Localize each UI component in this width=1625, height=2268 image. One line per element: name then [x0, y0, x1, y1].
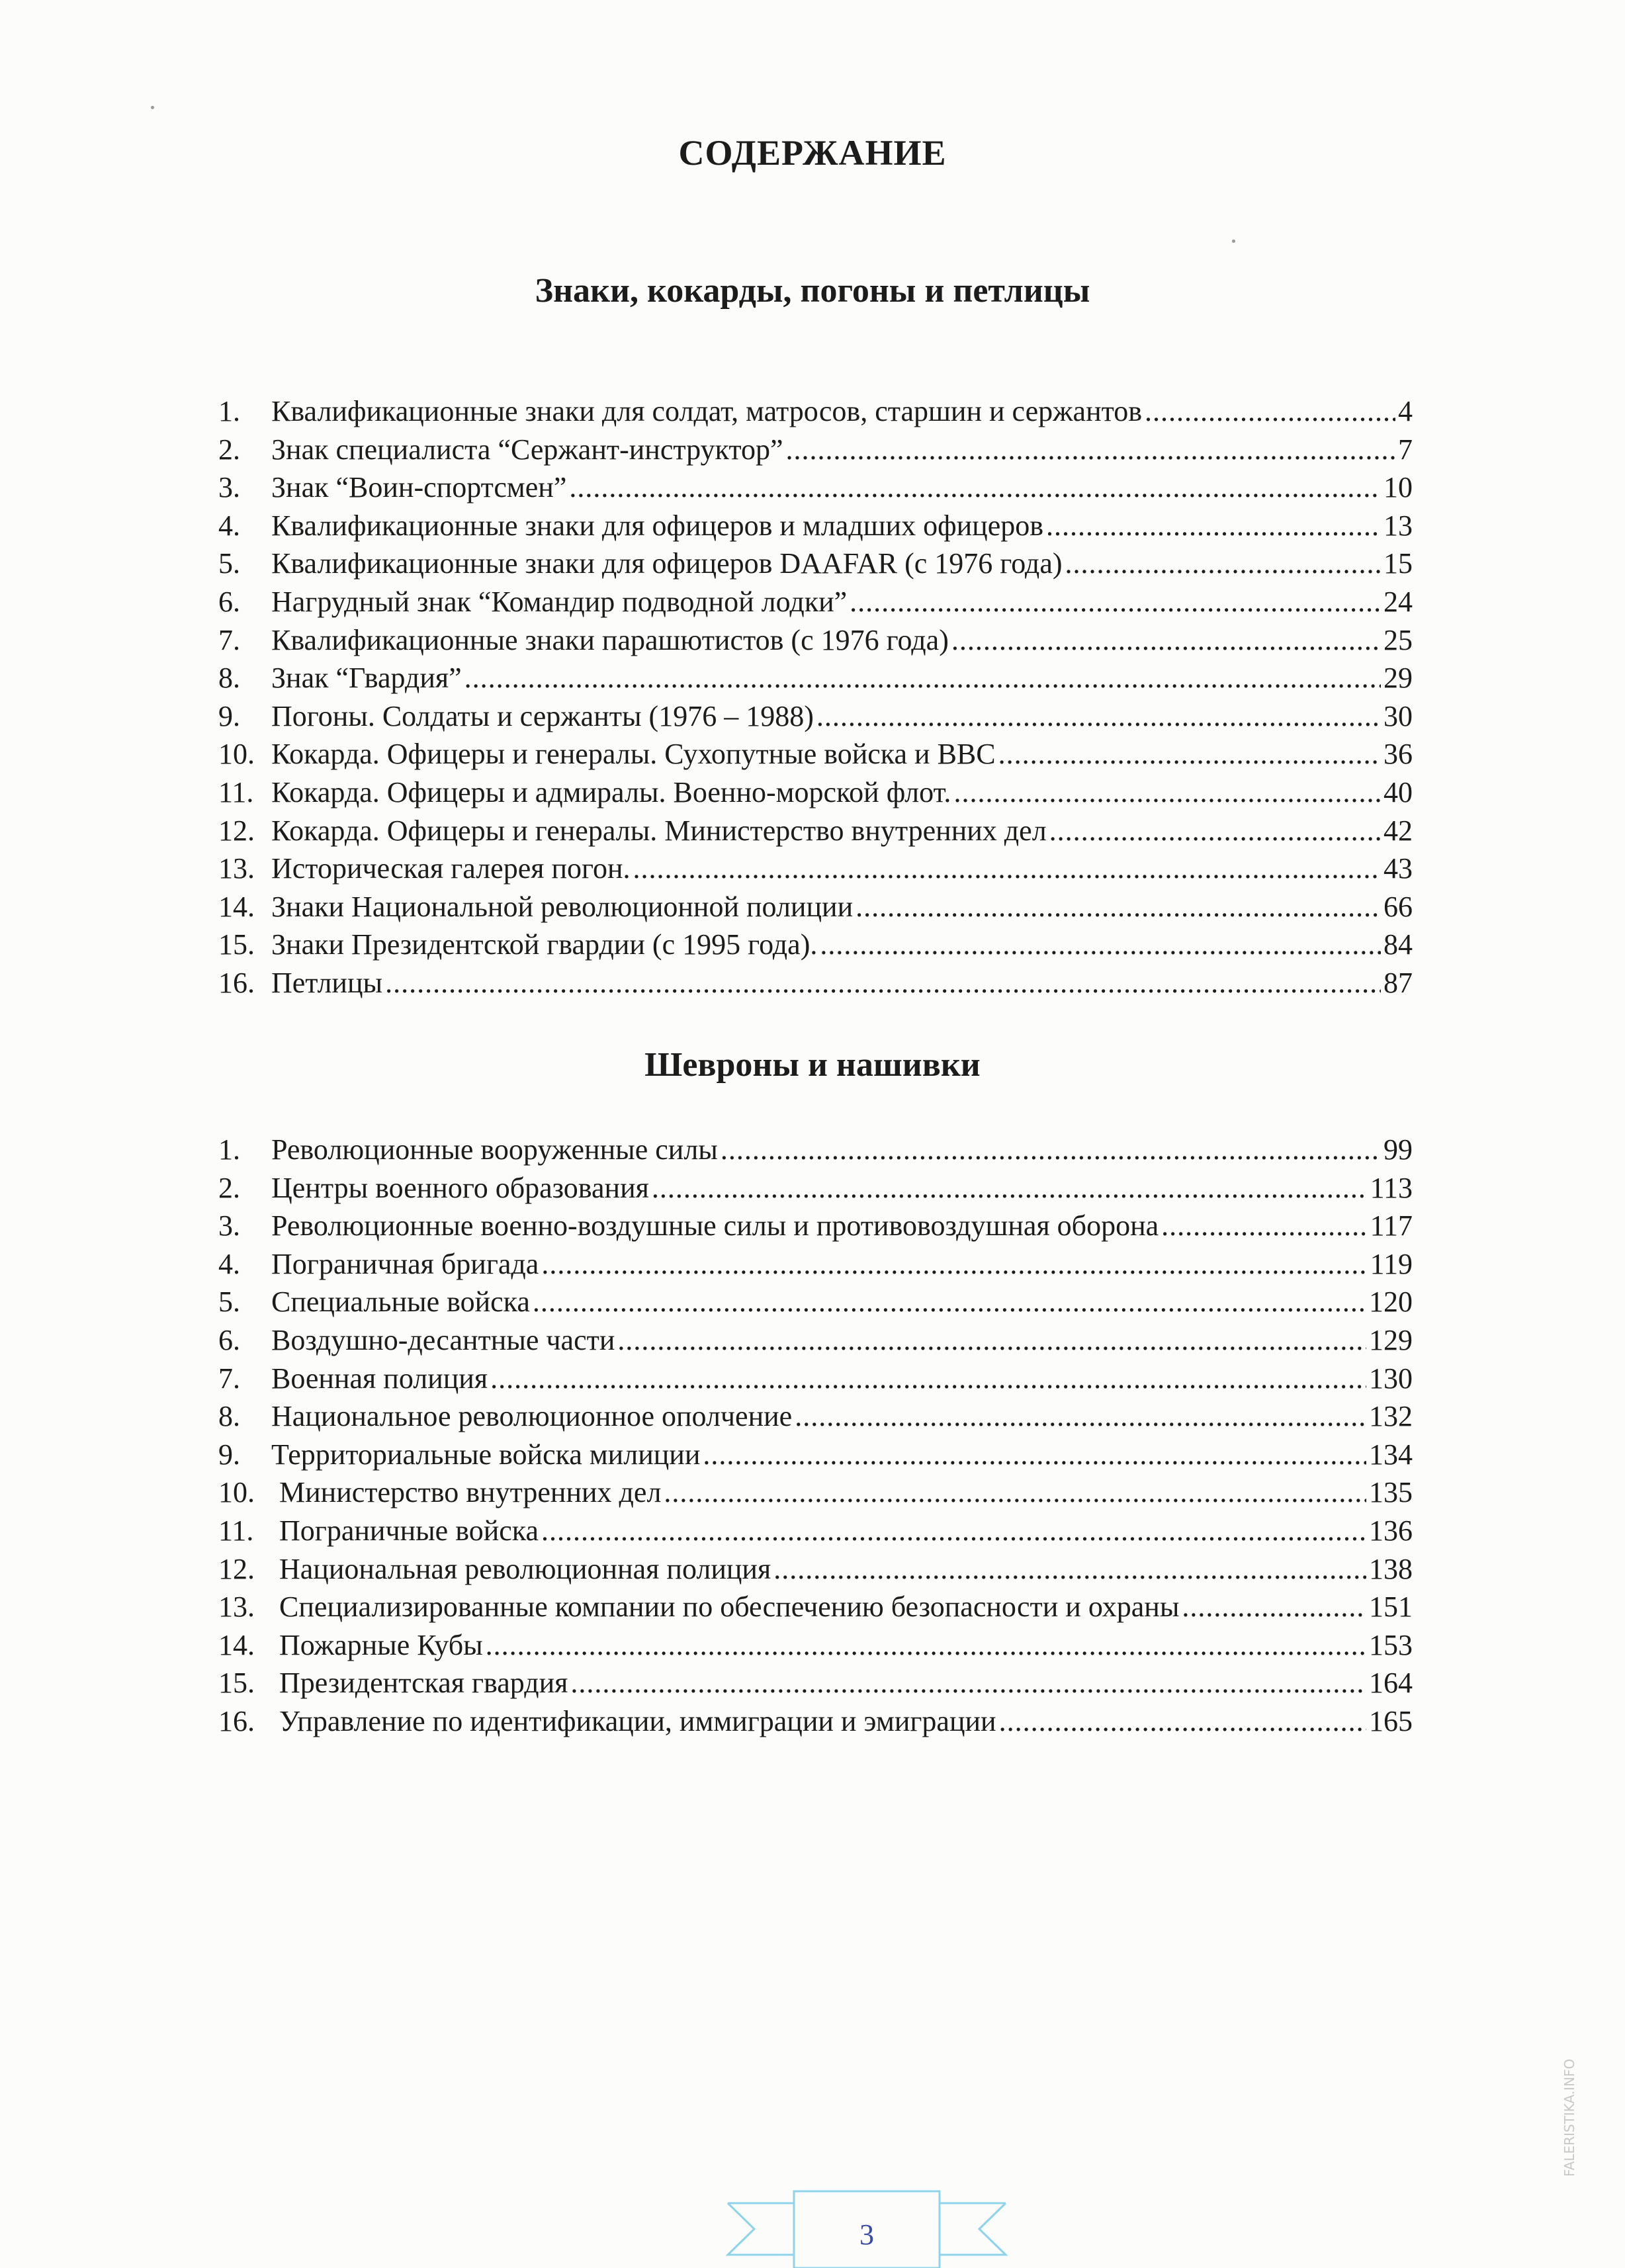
toc-entry — [218, 1590, 1413, 1628]
toc-entry-page: 4 — [1398, 395, 1413, 427]
toc-entry — [218, 1171, 1413, 1209]
toc-entry-title: Центры военного образования — [271, 1171, 649, 1204]
toc-entry — [218, 890, 1413, 928]
toc-dot-leader — [541, 1247, 1367, 1281]
toc-entry-page: 10 — [1383, 471, 1413, 504]
toc-dot-leader — [1161, 1209, 1367, 1243]
toc-entry-page: 66 — [1383, 890, 1413, 923]
toc-dot-leader — [541, 1514, 1366, 1548]
toc-entry — [218, 966, 1413, 1004]
toc-entry-number: 1. — [218, 395, 240, 427]
toc-dot-leader — [385, 966, 1381, 1000]
toc-entry-number: 1. — [218, 1133, 240, 1166]
toc-entry — [218, 1362, 1413, 1400]
toc-entry-number: 8. — [218, 1400, 240, 1433]
toc-entry-title: Знак специалиста “Сержант-инструктор” — [271, 433, 783, 466]
toc-entry — [218, 661, 1413, 699]
toc-entry-title: Кокарда. Офицеры и адмиралы. Военно-морской флот. — [271, 775, 951, 808]
toc-entry-page: 132 — [1369, 1400, 1413, 1433]
toc-entry-number: 3. — [218, 1209, 240, 1243]
toc-entry-page: 36 — [1383, 738, 1413, 771]
toc-dot-leader — [773, 1552, 1366, 1586]
toc-dot-leader — [486, 1628, 1366, 1662]
toc-entry — [218, 1323, 1413, 1362]
toc-dot-leader — [569, 470, 1381, 504]
toc-entry-page: 151 — [1369, 1591, 1413, 1624]
toc-dot-leader — [953, 775, 1381, 809]
toc-entry-number: 5. — [218, 547, 240, 580]
toc-entry-title: Знак “Гвардия” — [271, 662, 462, 695]
toc-entry-number: 16. — [218, 966, 255, 999]
toc-entry-title: Президентская гвардия — [279, 1667, 568, 1700]
toc-entry — [218, 1552, 1413, 1591]
toc-entry-number: 13. — [218, 1591, 255, 1624]
toc-dot-leader — [816, 699, 1381, 733]
toc-entry-number: 6. — [218, 585, 240, 618]
toc-dot-leader — [1049, 814, 1381, 848]
toc-entry-number: 10. — [218, 738, 255, 771]
toc-dot-leader — [999, 1704, 1366, 1738]
toc-dot-leader — [490, 1362, 1366, 1395]
toc-entry-number: 14. — [218, 890, 255, 923]
toc-dot-leader — [1145, 394, 1395, 428]
toc-entry — [218, 814, 1413, 852]
toc-entry-number: 2. — [218, 433, 240, 466]
toc-entry-title: Кокарда. Офицеры и генералы. Сухопутные войска и ВВС — [271, 738, 996, 771]
toc-entry-number: 9. — [218, 699, 240, 732]
toc-entry-title: Территориальные войска милиции — [271, 1438, 701, 1471]
toc-entry-title: Квалификационные знаки парашютистов (с 1976 года) — [271, 623, 949, 656]
toc-entry-number: 7. — [218, 1362, 240, 1395]
toc-entry — [218, 928, 1413, 966]
toc-dot-leader — [617, 1323, 1366, 1357]
toc-entry-number: 15. — [218, 1667, 255, 1700]
toc-entry-number: 13. — [218, 852, 255, 885]
toc-entry-page: 13 — [1383, 509, 1413, 542]
toc-dot-leader — [721, 1133, 1381, 1166]
toc-entry — [218, 1704, 1413, 1743]
toc-entry — [218, 1475, 1413, 1514]
toc-entry-number: 11. — [218, 775, 254, 808]
toc-entry — [218, 623, 1413, 662]
toc-entry-page: 153 — [1369, 1628, 1413, 1661]
toc-entry-title: Петлицы — [271, 966, 383, 999]
toc-entry-number: 4. — [218, 1247, 240, 1280]
toc-entry-page: 130 — [1369, 1362, 1413, 1395]
toc-entry-number: 3. — [218, 471, 240, 504]
toc-entry-page: 138 — [1369, 1552, 1413, 1585]
toc-entry-page: 24 — [1383, 585, 1413, 618]
toc-entry-page: 7 — [1398, 433, 1413, 466]
toc-dot-leader — [850, 585, 1381, 619]
toc-entry-number: 15. — [218, 928, 255, 961]
toc-entry-title: Нагрудный знак “Командир подводной лодки” — [271, 585, 848, 618]
toc-entry-page: 113 — [1370, 1171, 1413, 1204]
toc-entry — [218, 737, 1413, 775]
toc-entry-page: 87 — [1383, 966, 1413, 999]
toc-entry — [218, 1133, 1413, 1171]
toc-section-chevrons — [218, 1133, 1413, 1743]
toc-entry-title: Знаки Президентской гвардии (с 1995 года). — [271, 928, 818, 961]
toc-entry-page: 129 — [1369, 1323, 1413, 1356]
toc-entry-title: Кокарда. Офицеры и генералы. Министерство внутренних дел — [271, 814, 1047, 847]
toc-entry-number: 16. — [218, 1704, 255, 1737]
toc-entry-title: Воздушно-десантные части — [271, 1323, 615, 1356]
toc-dot-leader — [464, 661, 1381, 695]
toc-dot-leader — [652, 1171, 1368, 1205]
toc-entry — [218, 775, 1413, 814]
toc-entry-title: Историческая галерея погон. — [271, 852, 631, 885]
toc-dot-leader — [1046, 509, 1381, 543]
toc-entry-page: 42 — [1383, 814, 1413, 847]
toc-dot-leader — [951, 623, 1381, 657]
toc-dot-leader — [533, 1285, 1366, 1319]
toc-entry-title: Революционные вооруженные силы — [271, 1133, 718, 1166]
toc-entry-title: Национальная революционная полиция — [279, 1552, 771, 1585]
toc-entry-page: 165 — [1369, 1704, 1413, 1737]
toc-entry — [218, 1285, 1413, 1323]
toc-entry — [218, 1209, 1413, 1247]
toc-entry-title: Знаки Национальной революционной полиции — [271, 890, 854, 923]
toc-dot-leader — [998, 737, 1381, 771]
section-title-chevrons: Шевроны и нашивки — [644, 1046, 981, 1084]
toc-entry — [218, 1666, 1413, 1704]
toc-entry-number: 12. — [218, 814, 255, 847]
toc-dot-leader — [820, 928, 1381, 961]
toc-entry-page: 99 — [1383, 1133, 1413, 1166]
toc-entry — [218, 851, 1413, 890]
toc-entry-number: 12. — [218, 1552, 255, 1585]
toc-section-insignia — [218, 394, 1413, 1004]
toc-entry-number: 2. — [218, 1171, 240, 1204]
toc-entry-title: Квалификационные знаки для офицеров DAAFAR (с 1976 года) — [271, 547, 1063, 580]
scan-speck — [1232, 240, 1235, 243]
toc-entry-page: 117 — [1370, 1209, 1413, 1243]
toc-entry-number: 6. — [218, 1323, 240, 1356]
toc-entry-number: 10. — [218, 1476, 255, 1509]
toc-entry-page: 84 — [1383, 928, 1413, 961]
toc-entry — [218, 433, 1413, 471]
toc-entry-title: Пограничные войска — [279, 1514, 539, 1547]
toc-entry — [218, 699, 1413, 738]
toc-dot-leader — [633, 851, 1381, 885]
toc-entry — [218, 1628, 1413, 1667]
toc-entry-page: 25 — [1383, 623, 1413, 656]
toc-entry-title: Знак “Воин-спортсмен” — [271, 471, 567, 504]
toc-dot-leader — [570, 1666, 1366, 1700]
toc-entry-page: 134 — [1369, 1438, 1413, 1471]
toc-entry-title: Управление по идентификации, иммиграции и эмиграции — [279, 1704, 996, 1737]
toc-entry-number: 7. — [218, 623, 240, 656]
toc-entry — [218, 1438, 1413, 1476]
toc-entry-title: Специализированные компании по обеспечению безопасности и охраны — [279, 1591, 1180, 1624]
toc-entry — [218, 1514, 1413, 1552]
toc-entry-page: 136 — [1369, 1514, 1413, 1547]
toc-entry-page: 15 — [1383, 547, 1413, 580]
section-title-insignia: Знаки, кокарды, погоны и петлицы — [535, 272, 1090, 310]
toc-entry-title: Погоны. Солдаты и сержанты (1976 – 1988) — [271, 699, 814, 732]
toc-entry-title: Министерство внутренних дел — [279, 1476, 662, 1509]
toc-entry-title: Пограничная бригада — [271, 1247, 539, 1280]
toc-entry-page: 120 — [1369, 1286, 1413, 1319]
toc-dot-leader — [664, 1475, 1366, 1509]
toc-entry — [218, 546, 1413, 585]
toc-dot-leader — [786, 433, 1395, 466]
toc-dot-leader — [703, 1438, 1366, 1471]
toc-entry-title: Квалификационные знаки для солдат, матросов, старшин и сержантов — [271, 395, 1143, 427]
toc-entry-title: Специальные войска — [271, 1286, 530, 1319]
toc-entry-title: Военная полиция — [271, 1362, 488, 1395]
toc-entry-number: 5. — [218, 1286, 240, 1319]
toc-entry — [218, 509, 1413, 547]
toc-entry-page: 135 — [1369, 1476, 1413, 1509]
toc-entry — [218, 1399, 1413, 1438]
toc-dot-leader — [1182, 1590, 1366, 1624]
toc-entry-page: 164 — [1369, 1667, 1413, 1700]
toc-entry-page: 29 — [1383, 662, 1413, 695]
page-title: СОДЕРЖАНИЕ — [678, 133, 947, 173]
toc-entry-number: 4. — [218, 509, 240, 542]
scan-speck — [151, 106, 154, 109]
toc-entry — [218, 394, 1413, 433]
toc-entry-title: Пожарные Кубы — [279, 1628, 483, 1661]
toc-entry-title: Национальное революционное ополчение — [271, 1400, 793, 1433]
toc-dot-leader — [1065, 546, 1382, 580]
toc-entry-page: 43 — [1383, 852, 1413, 885]
toc-entry-number: 11. — [218, 1514, 254, 1547]
toc-entry-title: Квалификационные знаки для офицеров и младших офицеров — [271, 509, 1044, 542]
toc-entry-page: 30 — [1383, 699, 1413, 732]
toc-entry — [218, 585, 1413, 623]
page-number: 3 — [859, 2218, 874, 2251]
toc-entry-page: 40 — [1383, 775, 1413, 808]
watermark: FALERISTIKA.INFO — [1561, 2058, 1577, 2177]
toc-entry-number: 14. — [218, 1628, 255, 1661]
toc-entry — [218, 470, 1413, 509]
toc-dot-leader — [856, 890, 1381, 924]
toc-entry-title: Революционные военно-воздушные силы и противовоздушная оборона — [271, 1209, 1159, 1243]
toc-entry — [218, 1247, 1413, 1286]
toc-entry-number: 8. — [218, 662, 240, 695]
toc-entry-page: 119 — [1370, 1247, 1413, 1280]
toc-dot-leader — [795, 1399, 1366, 1433]
toc-entry-number: 9. — [218, 1438, 240, 1471]
